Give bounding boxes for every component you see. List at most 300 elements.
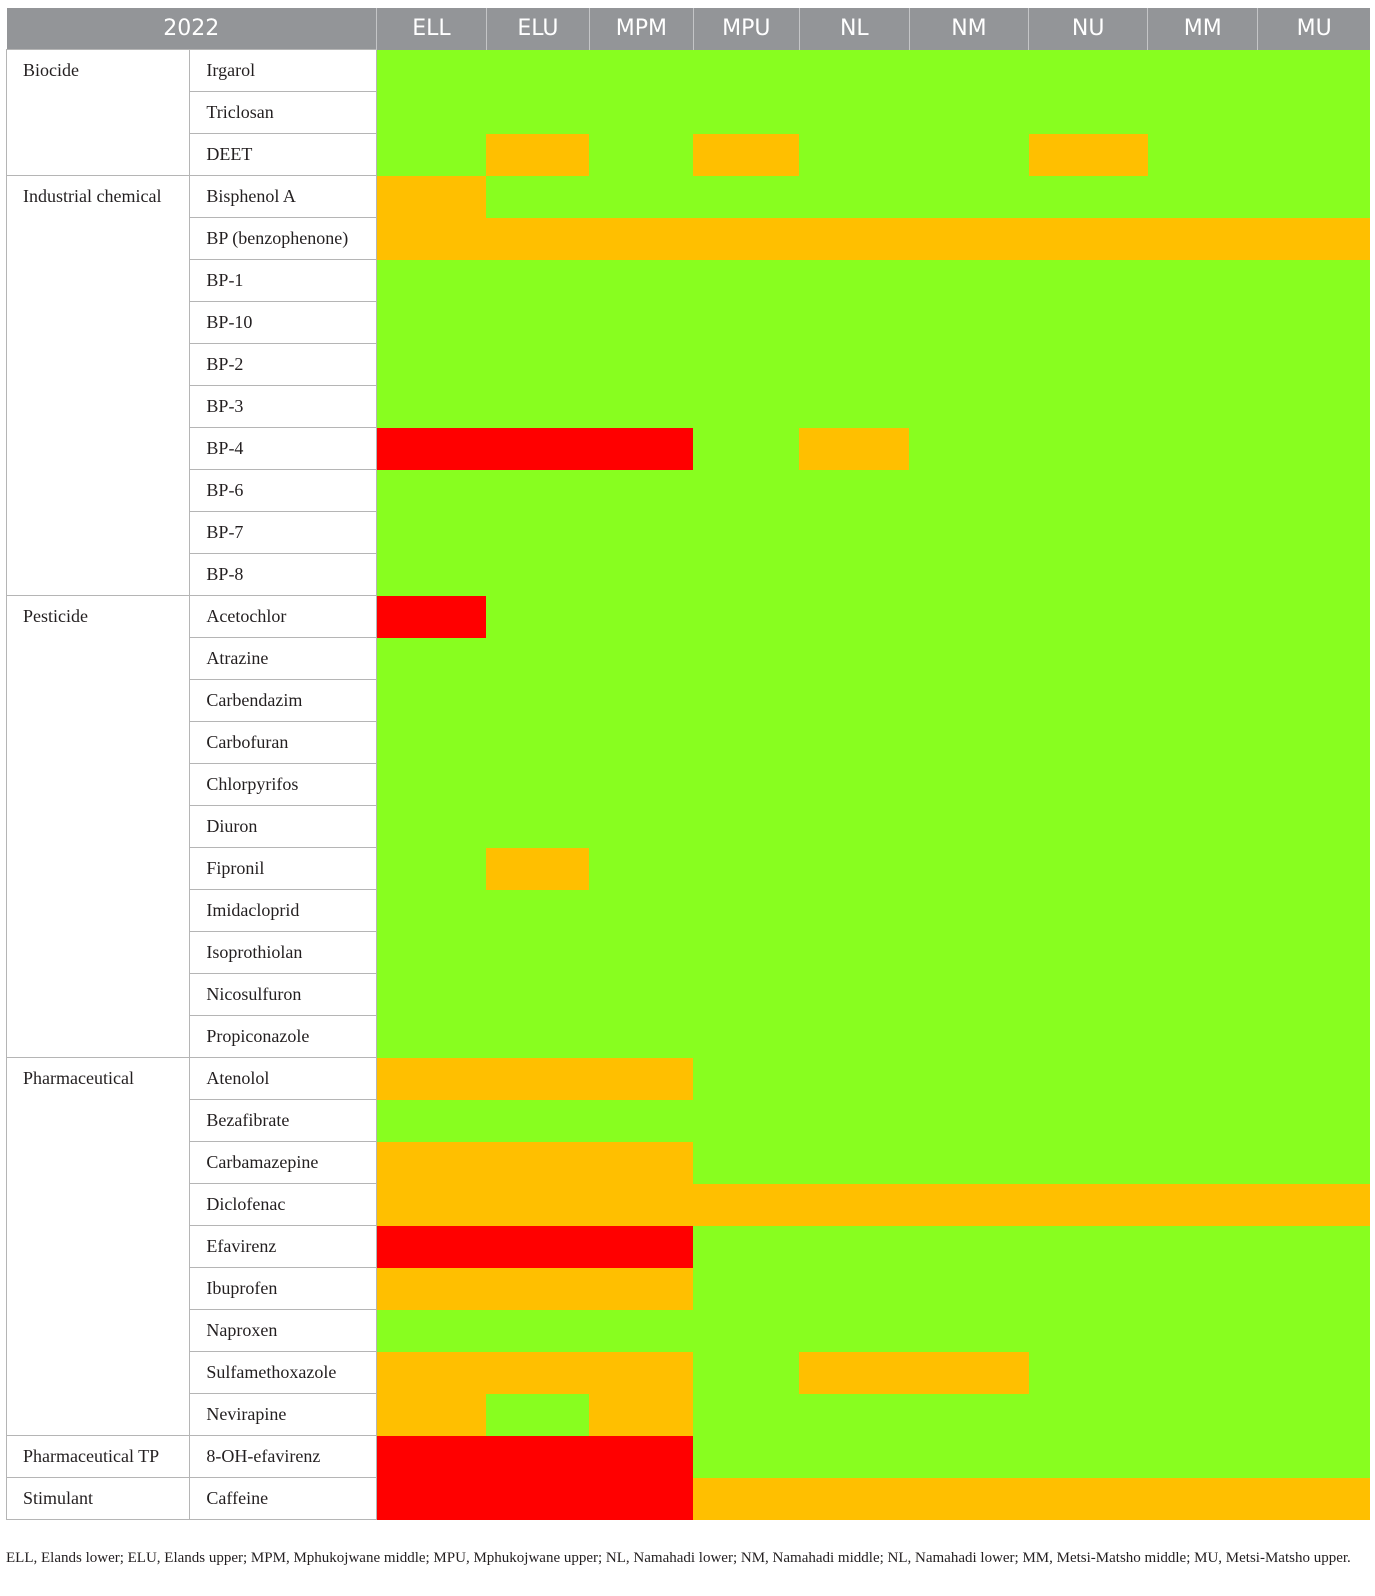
risk-cell-mm-low	[1148, 848, 1258, 890]
risk-cell-nm-medium	[909, 1352, 1028, 1394]
risk-cell-mpm-low	[589, 1016, 693, 1058]
table-row	[7, 302, 1371, 344]
risk-cell-mm-low	[1148, 1268, 1258, 1310]
risk-cell-mu-medium	[1258, 218, 1370, 260]
risk-cell-nm-low	[909, 638, 1028, 680]
risk-cell-elu-low	[486, 764, 589, 806]
risk-cell-mm-low	[1148, 386, 1258, 428]
risk-cell-mu-low	[1258, 428, 1370, 470]
risk-cell-mu-low	[1258, 1100, 1370, 1142]
risk-cell-mm-low	[1148, 302, 1258, 344]
risk-cell-mm-low	[1148, 638, 1258, 680]
risk-cell-mpm-low	[589, 1100, 693, 1142]
risk-cell-mpu-low	[693, 1142, 799, 1184]
table-row	[7, 1016, 1371, 1058]
table-row	[7, 512, 1371, 554]
risk-cell-ell-low	[376, 92, 486, 134]
risk-cell-mm-low	[1148, 1310, 1258, 1352]
risk-cell-elu-high	[486, 428, 589, 470]
risk-cell-mu-low	[1258, 1394, 1370, 1436]
risk-cell-nm-low	[909, 386, 1028, 428]
risk-cell-nl-low	[799, 92, 909, 134]
risk-cell-mm-low	[1148, 722, 1258, 764]
table-row	[7, 1394, 1371, 1436]
table-row	[7, 1142, 1371, 1184]
risk-cell-mu-low	[1258, 1436, 1370, 1478]
risk-cell-elu-low	[486, 974, 589, 1016]
risk-cell-nl-low	[799, 722, 909, 764]
risk-cell-ell-low	[376, 1310, 486, 1352]
site-header-mm: MM	[1148, 8, 1258, 50]
site-header-mu: MU	[1258, 8, 1370, 50]
risk-cell-nl-low	[799, 1394, 909, 1436]
risk-cell-mm-low	[1148, 1226, 1258, 1268]
compound-label: BP (benzophenone)	[190, 218, 376, 260]
compound-label: Triclosan	[190, 92, 376, 134]
risk-cell-elu-medium	[486, 1142, 589, 1184]
risk-cell-nm-low	[909, 554, 1028, 596]
risk-cell-nu-low	[1029, 848, 1148, 890]
risk-cell-ell-low	[376, 386, 486, 428]
risk-cell-mm-low	[1148, 974, 1258, 1016]
risk-cell-mm-low	[1148, 344, 1258, 386]
risk-cell-mpm-low	[589, 302, 693, 344]
risk-cell-nm-low	[909, 1100, 1028, 1142]
risk-cell-nu-low	[1029, 1016, 1148, 1058]
risk-cell-nm-low	[909, 764, 1028, 806]
risk-cell-elu-low	[486, 50, 589, 92]
risk-cell-mpu-low	[693, 806, 799, 848]
risk-cell-mu-low	[1258, 134, 1370, 176]
site-header-mpm: MPM	[589, 8, 693, 50]
risk-cell-nu-low	[1029, 890, 1148, 932]
year-header: 2022	[7, 8, 377, 50]
compound-label: DEET	[190, 134, 376, 176]
compound-label: Carbamazepine	[190, 1142, 376, 1184]
risk-cell-mu-low	[1258, 932, 1370, 974]
risk-cell-nu-low	[1029, 1268, 1148, 1310]
risk-cell-mpu-low	[693, 428, 799, 470]
risk-cell-mu-low	[1258, 638, 1370, 680]
risk-cell-nu-low	[1029, 722, 1148, 764]
risk-cell-mpu-low	[693, 92, 799, 134]
risk-cell-nm-low	[909, 176, 1028, 218]
table-row	[7, 1268, 1371, 1310]
risk-cell-mpu-low	[693, 1394, 799, 1436]
risk-cell-mpm-low	[589, 974, 693, 1016]
risk-cell-nu-low	[1029, 344, 1148, 386]
risk-cell-mm-low	[1148, 1436, 1258, 1478]
risk-cell-mpm-low	[589, 806, 693, 848]
risk-cell-mpu-low	[693, 344, 799, 386]
risk-cell-mpm-low	[589, 470, 693, 512]
risk-cell-mpm-low	[589, 596, 693, 638]
risk-cell-mm-low	[1148, 890, 1258, 932]
risk-cell-mm-low	[1148, 1394, 1258, 1436]
risk-cell-mu-low	[1258, 1142, 1370, 1184]
group-label: Pharmaceutical	[7, 1058, 190, 1436]
risk-cell-nm-low	[909, 260, 1028, 302]
risk-cell-nu-low	[1029, 1394, 1148, 1436]
table-row	[7, 974, 1371, 1016]
group-label: Biocide	[7, 50, 190, 176]
table-row	[7, 1226, 1371, 1268]
risk-cell-mu-low	[1258, 1058, 1370, 1100]
risk-cell-ell-low	[376, 806, 486, 848]
site-header-ell: ELL	[376, 8, 486, 50]
risk-cell-mpm-low	[589, 176, 693, 218]
risk-cell-mpu-low	[693, 974, 799, 1016]
risk-cell-mu-low	[1258, 722, 1370, 764]
risk-cell-mpm-low	[589, 680, 693, 722]
risk-cell-mm-low	[1148, 134, 1258, 176]
risk-cell-mpm-medium	[589, 218, 693, 260]
risk-cell-mpm-high	[589, 428, 693, 470]
risk-cell-ell-low	[376, 1100, 486, 1142]
risk-cell-mpm-low	[589, 638, 693, 680]
risk-cell-mpm-low	[589, 722, 693, 764]
risk-cell-nl-low	[799, 1226, 909, 1268]
risk-cell-nm-low	[909, 680, 1028, 722]
risk-cell-nl-low	[799, 50, 909, 92]
risk-cell-nu-medium	[1029, 1478, 1148, 1520]
risk-cell-nm-low	[909, 890, 1028, 932]
risk-cell-mpu-low	[693, 1436, 799, 1478]
group-label: Stimulant	[7, 1478, 190, 1520]
risk-cell-elu-low	[486, 470, 589, 512]
risk-cell-nm-medium	[909, 1478, 1028, 1520]
risk-cell-ell-medium	[376, 176, 486, 218]
risk-cell-ell-medium	[376, 1142, 486, 1184]
compound-label: Efavirenz	[190, 1226, 376, 1268]
risk-cell-nm-low	[909, 50, 1028, 92]
risk-cell-nm-low	[909, 1016, 1028, 1058]
risk-cell-nl-low	[799, 974, 909, 1016]
table-row	[7, 848, 1371, 890]
risk-cell-ell-low	[376, 512, 486, 554]
risk-cell-nl-low	[799, 638, 909, 680]
table-row	[7, 1436, 1371, 1478]
compound-label: Propiconazole	[190, 1016, 376, 1058]
risk-cell-elu-high	[486, 1478, 589, 1520]
risk-cell-nl-low	[799, 1100, 909, 1142]
risk-cell-nl-low	[799, 134, 909, 176]
risk-cell-mu-low	[1258, 806, 1370, 848]
risk-cell-nu-low	[1029, 974, 1148, 1016]
risk-cell-elu-low	[486, 1016, 589, 1058]
risk-cell-nu-low	[1029, 1100, 1148, 1142]
risk-cell-elu-low	[486, 722, 589, 764]
risk-cell-elu-low	[486, 386, 589, 428]
risk-cell-mpu-low	[693, 932, 799, 974]
table-row	[7, 260, 1371, 302]
risk-cell-nm-low	[909, 932, 1028, 974]
group-label: Industrial chemical	[7, 176, 190, 596]
risk-cell-nu-low	[1029, 428, 1148, 470]
risk-cell-nl-low	[799, 1016, 909, 1058]
risk-cell-nu-low	[1029, 1436, 1148, 1478]
risk-cell-nl-low	[799, 302, 909, 344]
risk-cell-mpm-medium	[589, 1394, 693, 1436]
risk-cell-mu-low	[1258, 386, 1370, 428]
risk-cell-nl-low	[799, 512, 909, 554]
table-row	[7, 890, 1371, 932]
risk-cell-mu-low	[1258, 764, 1370, 806]
risk-cell-mu-low	[1258, 1268, 1370, 1310]
risk-cell-nm-low	[909, 722, 1028, 764]
risk-cell-mm-low	[1148, 50, 1258, 92]
risk-cell-nu-low	[1029, 386, 1148, 428]
risk-cell-ell-low	[376, 974, 486, 1016]
risk-cell-ell-medium	[376, 218, 486, 260]
risk-cell-mpu-low	[693, 638, 799, 680]
risk-cell-mpu-low	[693, 302, 799, 344]
risk-cell-mpu-low	[693, 386, 799, 428]
risk-cell-nu-low	[1029, 680, 1148, 722]
risk-cell-mpu-low	[693, 1100, 799, 1142]
risk-cell-ell-medium	[376, 1184, 486, 1226]
risk-cell-mm-low	[1148, 1058, 1258, 1100]
risk-cell-mpu-medium	[693, 134, 799, 176]
risk-cell-mpm-low	[589, 848, 693, 890]
risk-cell-mm-low	[1148, 428, 1258, 470]
risk-cell-mu-low	[1258, 260, 1370, 302]
risk-cell-nl-medium	[799, 1184, 909, 1226]
risk-cell-ell-low	[376, 1016, 486, 1058]
risk-quotient-table	[6, 8, 1370, 1520]
risk-cell-nu-low	[1029, 1058, 1148, 1100]
risk-cell-nm-low	[909, 596, 1028, 638]
compound-label: Diuron	[190, 806, 376, 848]
risk-cell-elu-high	[486, 1226, 589, 1268]
risk-cell-mu-low	[1258, 470, 1370, 512]
risk-cell-mm-low	[1148, 806, 1258, 848]
risk-cell-elu-low	[486, 932, 589, 974]
risk-cell-nl-medium	[799, 1478, 909, 1520]
compound-label: Sulfamethoxazole	[190, 1352, 376, 1394]
risk-cell-elu-high	[486, 1436, 589, 1478]
risk-cell-mpm-low	[589, 386, 693, 428]
risk-cell-mpu-low	[693, 890, 799, 932]
risk-cell-ell-low	[376, 848, 486, 890]
compound-label: Bezafibrate	[190, 1100, 376, 1142]
risk-cell-ell-low	[376, 764, 486, 806]
risk-cell-elu-low	[486, 1394, 589, 1436]
table-footnote: ELL, Elands lower; ELU, Elands upper; MPM, Mphukojwane middle; MPU, Mphukojwane upper; NL, Namahadi lower; NM, Namahadi middle; NL, Namahadi lower; MM, Metsi-Matsho middle; MU, Metsi-Matsho upper.	[6, 1550, 1351, 1566]
table-row	[7, 386, 1371, 428]
risk-cell-elu-low	[486, 890, 589, 932]
risk-cell-ell-high	[376, 1226, 486, 1268]
table-row	[7, 218, 1371, 260]
compound-label: BP-3	[190, 386, 376, 428]
risk-cell-mpu-low	[693, 596, 799, 638]
risk-cell-mpm-low	[589, 344, 693, 386]
risk-cell-nl-low	[799, 386, 909, 428]
compound-label: Carbendazim	[190, 680, 376, 722]
risk-cell-mpm-low	[589, 932, 693, 974]
risk-cell-mpu-low	[693, 554, 799, 596]
group-label: Pesticide	[7, 596, 190, 1058]
risk-cell-mpm-medium	[589, 1058, 693, 1100]
risk-cell-nl-low	[799, 596, 909, 638]
compound-label: BP-6	[190, 470, 376, 512]
table-row	[7, 932, 1371, 974]
risk-cell-mu-low	[1258, 344, 1370, 386]
risk-cell-nm-low	[909, 806, 1028, 848]
compound-label: BP-8	[190, 554, 376, 596]
risk-cell-mpm-high	[589, 1226, 693, 1268]
risk-cell-mm-low	[1148, 92, 1258, 134]
risk-cell-nm-low	[909, 344, 1028, 386]
table-row	[7, 764, 1371, 806]
risk-cell-nu-low	[1029, 1226, 1148, 1268]
risk-cell-nu-medium	[1029, 218, 1148, 260]
risk-cell-mpm-high	[589, 1436, 693, 1478]
risk-cell-mpu-low	[693, 1058, 799, 1100]
risk-cell-nl-low	[799, 260, 909, 302]
risk-cell-elu-medium	[486, 1058, 589, 1100]
risk-cell-mm-low	[1148, 512, 1258, 554]
risk-cell-ell-low	[376, 554, 486, 596]
risk-cell-elu-low	[486, 302, 589, 344]
risk-cell-nl-low	[799, 1058, 909, 1100]
compound-label: Bisphenol A	[190, 176, 376, 218]
risk-cell-mu-medium	[1258, 1184, 1370, 1226]
risk-cell-ell-high	[376, 596, 486, 638]
risk-cell-nl-low	[799, 176, 909, 218]
risk-cell-nm-low	[909, 92, 1028, 134]
risk-cell-nl-low	[799, 848, 909, 890]
table-row	[7, 554, 1371, 596]
risk-cell-ell-low	[376, 932, 486, 974]
risk-cell-ell-high	[376, 428, 486, 470]
risk-cell-mm-low	[1148, 596, 1258, 638]
risk-cell-nu-low	[1029, 176, 1148, 218]
risk-cell-mm-low	[1148, 932, 1258, 974]
risk-cell-nl-low	[799, 1310, 909, 1352]
risk-cell-mpu-low	[693, 680, 799, 722]
risk-cell-nu-low	[1029, 50, 1148, 92]
table-row	[7, 470, 1371, 512]
risk-cell-mpm-low	[589, 1310, 693, 1352]
risk-cell-nu-low	[1029, 638, 1148, 680]
table-row	[7, 50, 1371, 92]
risk-cell-mpm-medium	[589, 1268, 693, 1310]
risk-cell-mu-low	[1258, 1016, 1370, 1058]
risk-cell-ell-medium	[376, 1352, 486, 1394]
risk-cell-mu-low	[1258, 302, 1370, 344]
risk-cell-ell-low	[376, 890, 486, 932]
table-row	[7, 1352, 1371, 1394]
risk-cell-mm-low	[1148, 1016, 1258, 1058]
risk-cell-nl-medium	[799, 428, 909, 470]
risk-cell-mu-low	[1258, 848, 1370, 890]
risk-cell-ell-medium	[376, 1394, 486, 1436]
risk-cell-nm-low	[909, 1436, 1028, 1478]
risk-cell-mu-low	[1258, 1310, 1370, 1352]
risk-cell-nu-low	[1029, 554, 1148, 596]
risk-cell-elu-low	[486, 512, 589, 554]
risk-cell-elu-medium	[486, 218, 589, 260]
risk-cell-mm-medium	[1148, 1184, 1258, 1226]
risk-cell-ell-low	[376, 50, 486, 92]
risk-cell-mpm-low	[589, 764, 693, 806]
risk-cell-elu-low	[486, 638, 589, 680]
risk-cell-ell-low	[376, 344, 486, 386]
compound-label: Irgarol	[190, 50, 376, 92]
table-row	[7, 92, 1371, 134]
risk-cell-nu-low	[1029, 1142, 1148, 1184]
risk-cell-elu-low	[486, 92, 589, 134]
risk-cell-ell-low	[376, 680, 486, 722]
table-row	[7, 1478, 1371, 1520]
risk-cell-mm-low	[1148, 1142, 1258, 1184]
risk-cell-nm-low	[909, 1226, 1028, 1268]
risk-cell-nl-low	[799, 806, 909, 848]
risk-cell-nl-medium	[799, 1352, 909, 1394]
compound-label: Fipronil	[190, 848, 376, 890]
risk-cell-mm-low	[1148, 1100, 1258, 1142]
table-row	[7, 1058, 1371, 1100]
risk-cell-nm-low	[909, 302, 1028, 344]
table-row	[7, 680, 1371, 722]
risk-cell-mpm-medium	[589, 1184, 693, 1226]
risk-cell-mpu-low	[693, 848, 799, 890]
risk-cell-mpu-low	[693, 176, 799, 218]
risk-cell-elu-low	[486, 596, 589, 638]
risk-cell-nl-low	[799, 344, 909, 386]
risk-cell-nu-low	[1029, 932, 1148, 974]
compound-label: Nicosulfuron	[190, 974, 376, 1016]
risk-cell-mu-low	[1258, 92, 1370, 134]
risk-cell-mm-low	[1148, 680, 1258, 722]
risk-cell-mpu-low	[693, 1310, 799, 1352]
risk-cell-nu-low	[1029, 512, 1148, 554]
risk-cell-nm-low	[909, 428, 1028, 470]
risk-cell-nu-low	[1029, 764, 1148, 806]
risk-cell-mpm-high	[589, 1478, 693, 1520]
compound-label: Isoprothiolan	[190, 932, 376, 974]
risk-cell-mm-medium	[1148, 1478, 1258, 1520]
risk-cell-nl-low	[799, 680, 909, 722]
risk-cell-mpu-low	[693, 764, 799, 806]
risk-cell-mpu-low	[693, 1352, 799, 1394]
risk-cell-mu-low	[1258, 974, 1370, 1016]
risk-cell-mpm-medium	[589, 1352, 693, 1394]
risk-cell-elu-medium	[486, 1184, 589, 1226]
risk-cell-nm-low	[909, 1310, 1028, 1352]
table-header-row	[7, 8, 1371, 50]
compound-label: Carbofuran	[190, 722, 376, 764]
compound-label: Chlorpyrifos	[190, 764, 376, 806]
risk-cell-mpm-low	[589, 890, 693, 932]
risk-cell-elu-medium	[486, 848, 589, 890]
risk-cell-elu-medium	[486, 134, 589, 176]
risk-cell-nm-low	[909, 1394, 1028, 1436]
risk-cell-elu-low	[486, 1100, 589, 1142]
risk-cell-ell-low	[376, 470, 486, 512]
risk-cell-mu-low	[1258, 596, 1370, 638]
risk-cell-mpm-low	[589, 512, 693, 554]
risk-cell-elu-low	[486, 1310, 589, 1352]
table-row	[7, 176, 1371, 218]
risk-cell-nu-low	[1029, 302, 1148, 344]
risk-cell-nm-low	[909, 134, 1028, 176]
risk-cell-nl-low	[799, 1436, 909, 1478]
risk-cell-ell-high	[376, 1436, 486, 1478]
risk-cell-mpu-medium	[693, 1478, 799, 1520]
compound-label: BP-4	[190, 428, 376, 470]
